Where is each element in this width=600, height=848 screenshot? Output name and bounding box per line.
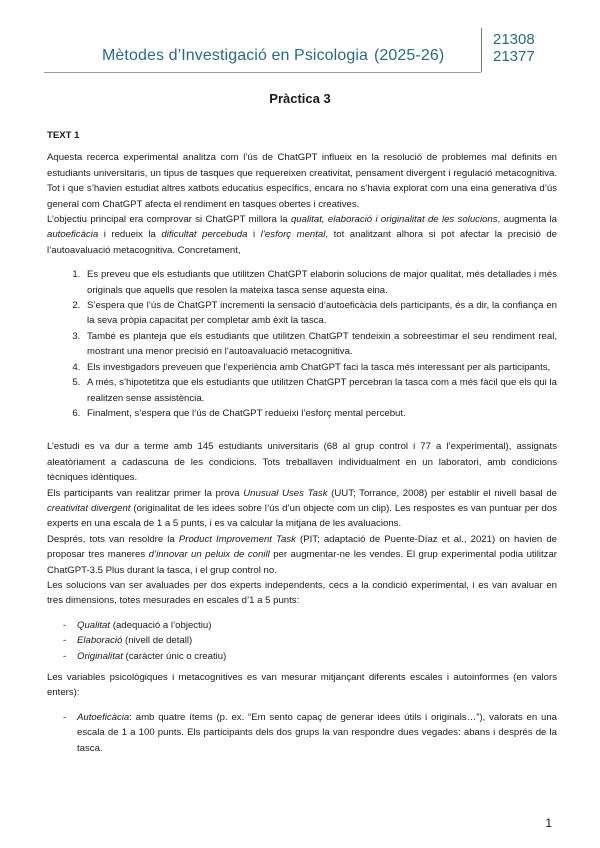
variables-list (47, 710, 557, 756)
course-title (102, 47, 444, 65)
course-codes (493, 31, 535, 65)
hypothesis-item: 5. A més, s’hipotetitza que els estudiants que utilitzen ChatGPT percebran la tasca com a més fàcil que els qui la realitzen sense assistència. (83, 375, 557, 406)
uut-paragraph: Els participants van realitzar primer la prova Unusual Uses Task (UUT; Torrance, 2008) per establir el nivell basal de creativitat divergent (originalitat de les idees sobre l’ús d’un objecte com un clip). Les respostes es van puntuar per dos experts en una escala de 1 a 5 punts, i es va calcular la mitjana de les avaluacions. (47, 487, 558, 530)
dimension-item: - Originalitat (caràcter únic o creatiu) (63, 649, 557, 664)
evaluation-paragraph: Les solucions van ser avaluades per dos experts independents, cecs a la condició experimental, i es van avaluar en tres dimensions, totes mesurades en escales d’1 a 5 punts: (47, 579, 557, 607)
hypothesis-item: 6. Finalment, s’espera que l’ús de ChatGPT redueixi l’esforç mental percebut. (83, 406, 557, 421)
course-name: Mètodes d’Investigació en Psicologia (102, 47, 368, 64)
document-body (47, 128, 557, 762)
hypothesis-item: 2. S’espera que l’ús de ChatGPT incrementi la sensació d’autoeficàcia dels participants, és a dir, la confiança en la seva pròpia capacitat per completar amb èxit la tasca. (83, 298, 557, 329)
hypothesis-item: 3. També es planteja que els estudiants que utilitzen ChatGPT tendeixin a sobreestimar el seu rendiment real, mostrant una menor precisió en l’autoavaluació metacognitiva. (83, 329, 557, 360)
intro-paragraph: Aquesta recerca experimental analitza com l’ús de ChatGPT influeix en la resolució de problemes mal definits en estudiants universitaris, un tipus de tasques que requereixen creativitat, pensament divergent i regulació metacognitiva. Tot i que s’havien estudiat altres xatbots educatius específics, encara no s’havia explorat com una eina generativa d’ús general com ChatGPT afecta el rendiment en tasques obertes i creatives. (47, 152, 557, 210)
practica-title: Pràctica 3 (269, 91, 331, 106)
pit-paragraph: Després, tots van resoldre la Product Improvement Task (PIT; adaptació de Puente-Díaz et al., 2021) on havien de proposar tres maneres d’innovar un peluix de conill per augmentar-ne les vendes. El grup experimental podia utilitzar ChatGPT-3.5 Plus durant la tasca, i el grup control no. (47, 533, 557, 576)
page-number: 1 (545, 816, 552, 830)
header-divider (481, 28, 482, 72)
participants-paragraph: L’estudi es va dur a terme amb 145 estudiants universitaris (68 al grup control i 77 a l’experimental), assignats aleatòriament a cadascuna de les condicions. Tots treballaven individualment en un laboratori, amb condicions tècniques idèntiques. (47, 441, 557, 484)
hypotheses-list (47, 267, 557, 421)
variable-item: - Autoeficàcia: amb quatre ítems (p. ex. “Em sento capaç de generar idees útils i originals…”), valorats en una escala de 1 a 100 punts. Els participants dels dos grups la van respondre dues vegades: abans i després de la tasca. (63, 710, 557, 756)
dimension-item: - Qualitat (adequació a l’objectiu) (63, 618, 557, 633)
course-year: (2025-26) (373, 47, 445, 64)
course-code: 21308 (493, 31, 535, 48)
dimensions-list (47, 618, 557, 664)
header-underline (44, 72, 481, 73)
objective-paragraph: L’objectiu principal era comprovar si ChatGPT millora la qualitat, elaboració i originalitat de les solucions, augmenta la autoeficàcia i redueix la dificultat percebuda i l’esforç mental, tot analitzant alhora si pot afectar la precisió de l’autoavaluació metacognitiva. Concretament, (47, 214, 558, 256)
hypothesis-item: 4. Els investigadors preveuen que l’experiència amb ChatGPT faci la tasca més interessant per als participants, (83, 360, 557, 375)
variables-paragraph: Les variables psicològiques i metacognitives es van mesurar mitjançant diferents escales i autoinformes (en valors enters): (47, 672, 557, 699)
hypothesis-item: 1. Es preveu que els estudiants que utilitzen ChatGPT elaborin solucions de major qualitat, més detallades i més originals que aquells que resolen la mateixa tasca sense aquesta eina. (83, 267, 557, 298)
dimension-item: - Elaboració (nivell de detall) (63, 633, 557, 648)
text-label: TEXT 1 (47, 130, 80, 141)
course-code: 21377 (493, 48, 535, 65)
page-header (0, 0, 600, 78)
